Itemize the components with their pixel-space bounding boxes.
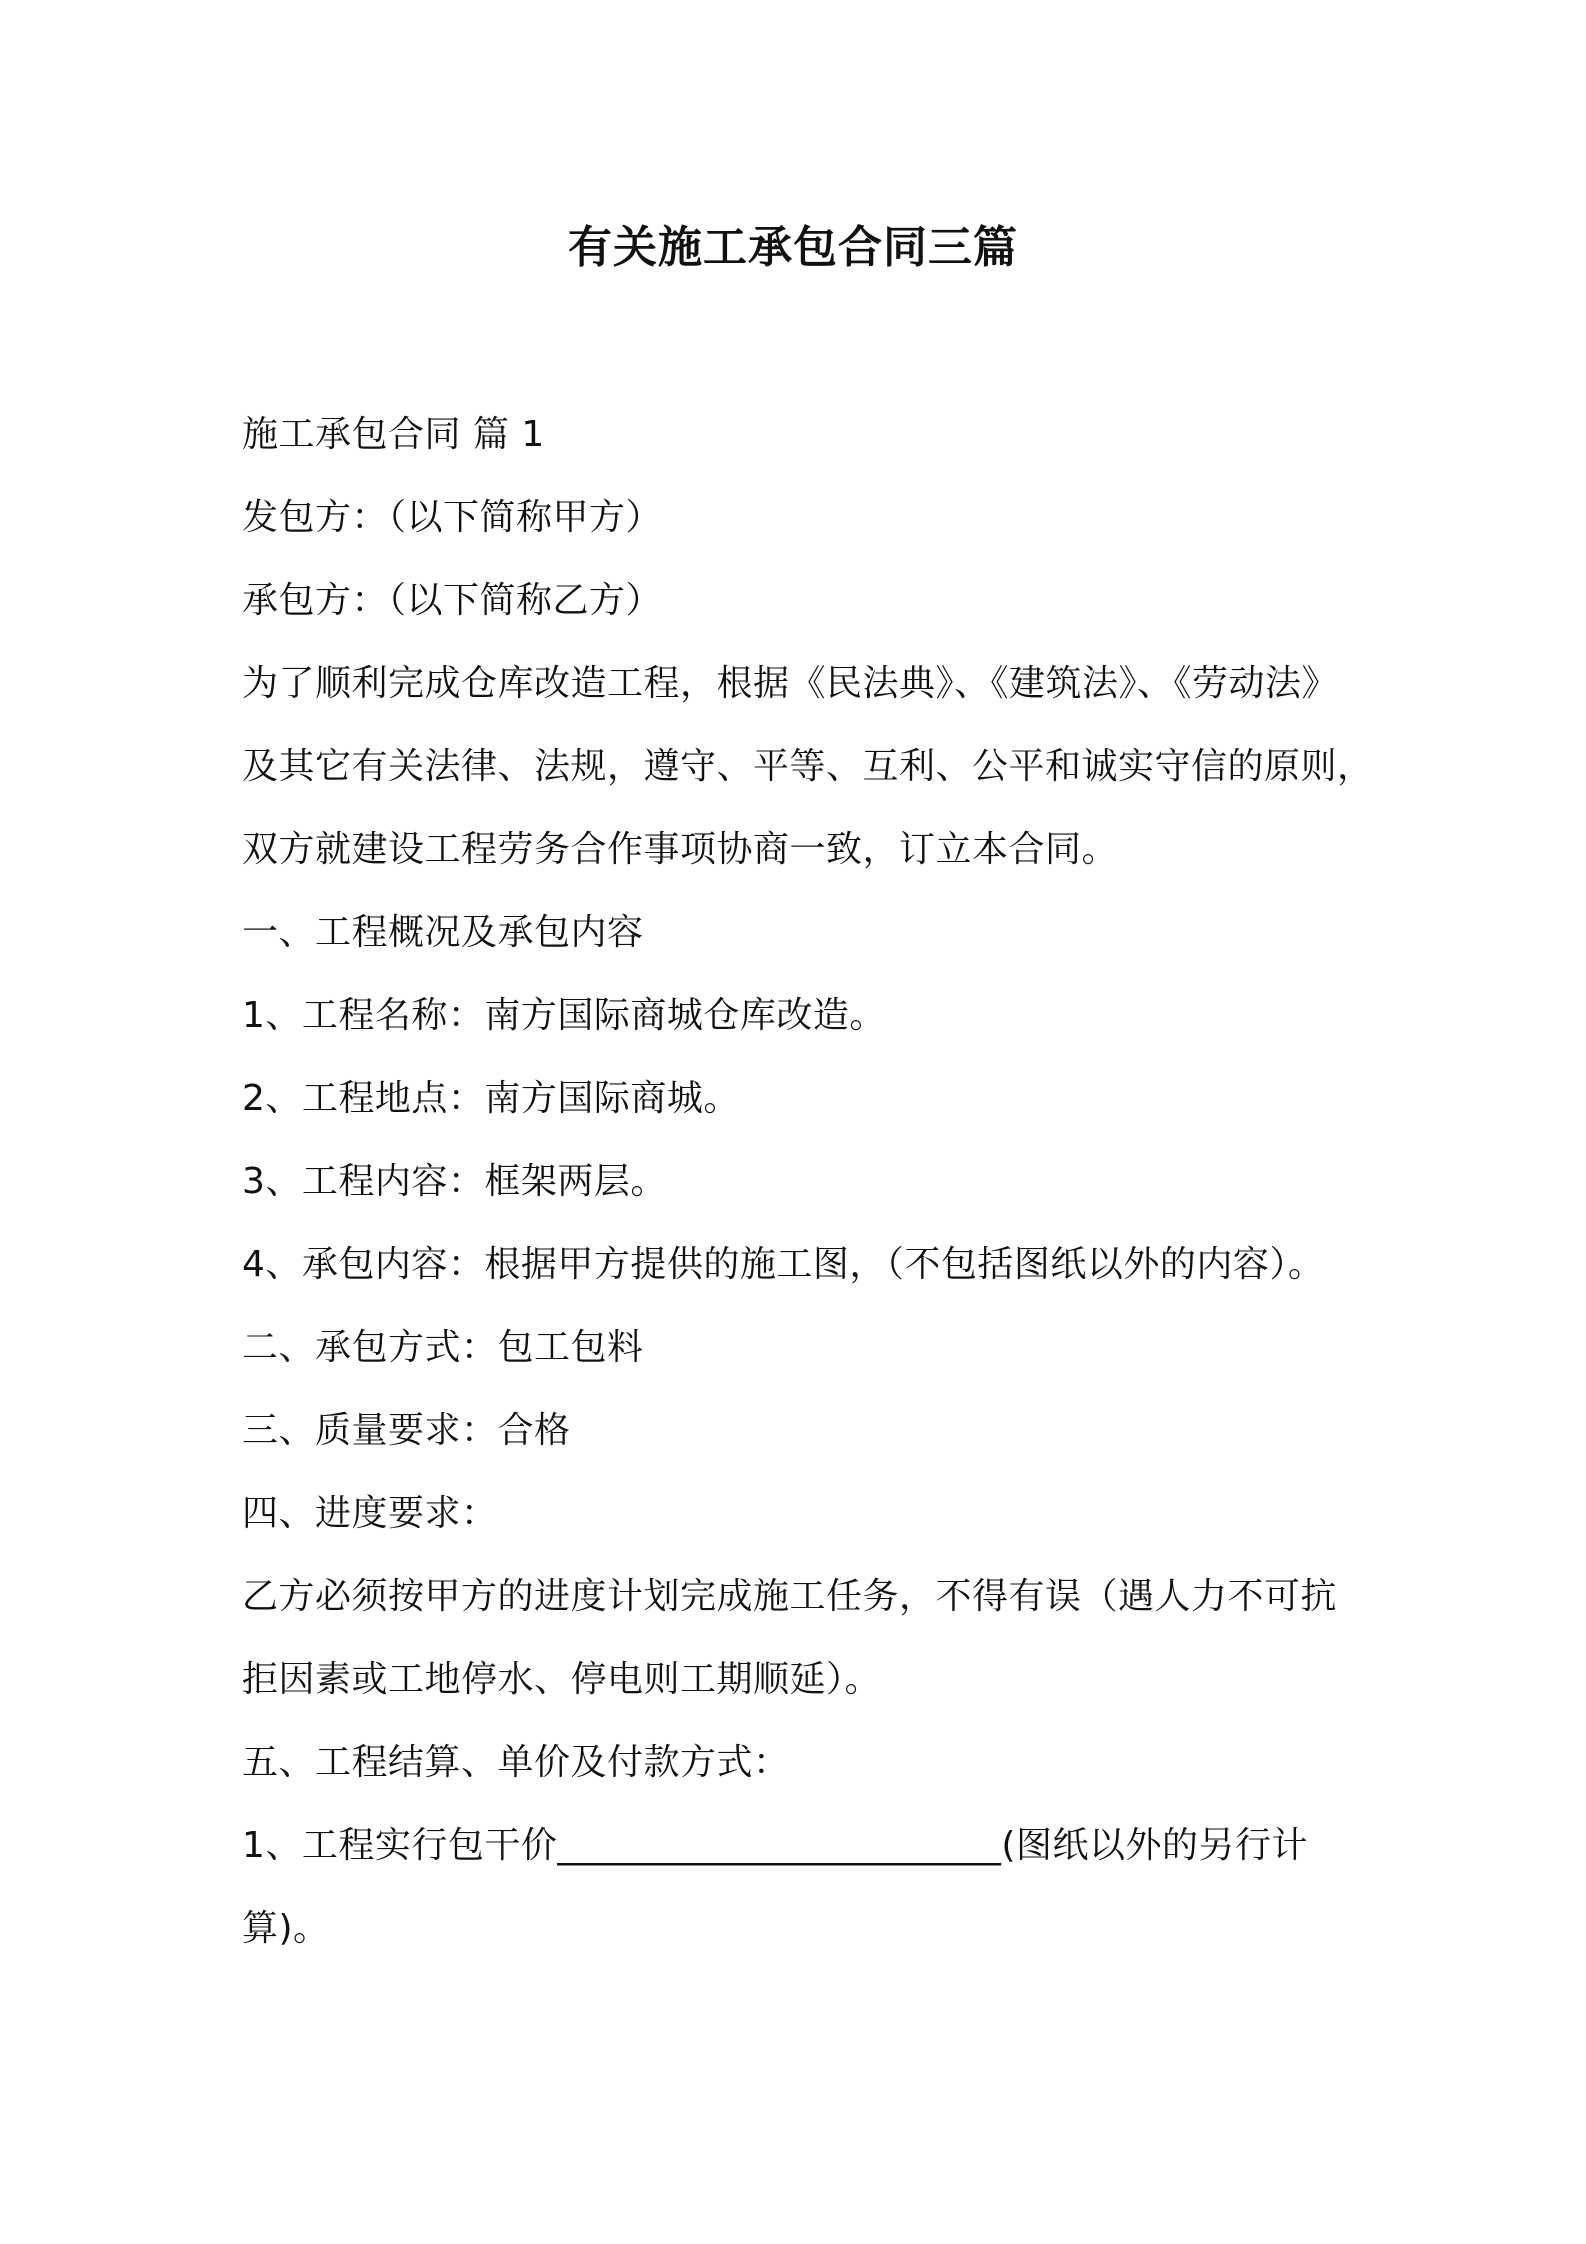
clause-heading-4: 四、进度要求： [242,1493,498,1534]
paragraph-line: 双方就建设工程劳务合作事项协商一致，订立本合同。 [242,829,1119,870]
party-a-line: 发包方：（以下简称甲方） [242,497,663,538]
clause-item-continuation: 算)。 [242,1908,330,1949]
clause-item: 4、承包内容：根据甲方提供的施工图，（不包括图纸以外的内容）。 [242,1244,1325,1285]
paragraph-line: 为了顺利完成仓库改造工程，根据《民法典》、《建筑法》、《劳动法》 [242,663,1339,704]
clause-heading-1: 一、工程概况及承包内容 [242,912,644,953]
party-b-line: 承包方：（以下简称乙方） [242,580,663,621]
clause-heading-2: 二、承包方式：包工包料 [242,1327,644,1368]
section-heading-part-1: 施工承包合同 篇 1 [242,414,545,455]
clause-item: 1、工程名称：南方国际商城仓库改造。 [242,995,886,1036]
paragraph-line: 拒因素或工地停水、停电则工期顺延）。 [242,1659,882,1700]
clause-heading-3: 三、质量要求：合格 [242,1410,571,1451]
clause-item: 2、工程地点：南方国际商城。 [242,1078,740,1119]
clause-item: 3、工程内容：框架两层。 [242,1161,667,1202]
clause-item: 1、工程实行包干价________________________(图纸以外的另行计 [242,1825,1308,1866]
paragraph-line: 及其它有关法律、法规，遵守、平等、互利、公平和诚实守信的原则， [242,746,1374,787]
document-title: 有关施工承包合同三篇 [568,222,1018,273]
paragraph-line: 乙方必须按甲方的进度计划完成施工任务，不得有误（遇人力不可抗 [242,1576,1338,1617]
clause-heading-5: 五、工程结算、单价及付款方式： [242,1742,790,1783]
